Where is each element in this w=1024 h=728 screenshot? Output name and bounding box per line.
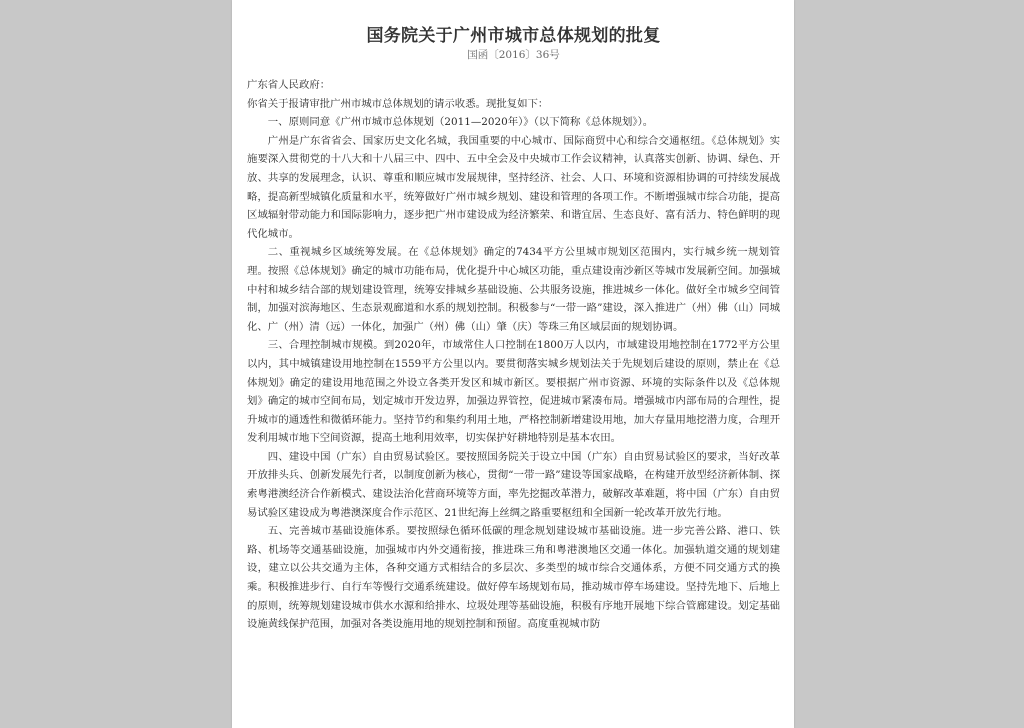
document-number: 国函〔2016〕36号 (467, 49, 560, 61)
paragraph-intro: 你省关于报请审批广州市城市总体规划的请示收悉。现批复如下： (247, 97, 549, 110)
document-title: 国务院关于广州市城市总体规划的批复 (366, 26, 661, 46)
paragraph: 一、原则同意《广州市城市总体规划（2011—2020年）》（以下简称《总体规划》）。 (267, 116, 654, 129)
salutation: 广东省人民政府： (247, 79, 331, 91)
paragraph: 广州是广东省省会、国家历史文化名城，我国重要的中心城市、国际商贸中心和综合交通枢纽。《总体规划》实施要深入贯彻党的十八大和十八届三中、四中、五中全会及中央城市工作会议精神，认真落实创新、协调、绿色、开放、共享的发展理念，认识、尊重和顺应城市发展规律，坚持经济、社会、人口、环境和资源相协调的可持续发展战略，提高新型城镇化质量和水平，统筹做好广州市城乡规划、建设和管理的各项工作。不断增强城市综合功能，提高区域辐射带动能力和国际影响力，逐步把广州市建设成为经济繁荣、和谐宜居、生态良好、富有活力、特色鲜明的现代化城市。 (247, 134, 780, 240)
document-body (247, 76, 780, 634)
paragraph: 三、合理控制城市规模。到2020年，市域常住人口控制在1800万人以内，市域建设用地控制在1772平方公里以内，其中城镇建设用地控制在1559平方公里以内。要贯彻落实城乡规划法关于先规划后建设的原则，禁止在《总体规划》确定的建设用地范围之外设立各类开发区和城市新区。要根据广州市资源、环境的实际条件以及《总体规划》确定的城市空间布局，划定城市开发边界，加强边界管控，促进城市紧凑布局。增强城市内部布局的合理性，提升城市的通透性和微循环能力。坚持节约和集约利用土地，严格控制新增建设用地，加大存量用地挖潜力度，合理开发利用城市地下空间资源，提高土地利用效率，切实保护好耕地特别是基本农田。 (247, 339, 780, 445)
paragraph: 四、建设中国（广东）自由贸易试验区。要按照国务院关于设立中国（广东）自由贸易试验区的要求，当好改革开放排头兵、创新发展先行者，以制度创新为核心，贯彻“一带一路”建设等国家战略，在构建开放型经济新体制、探索粤港澳经济合作新模式、建设法治化营商环境等方面，率先挖掘改革潜力，破解改革难题，将中国（广东）自由贸易试验区建设成为粤港澳深度合作示范区、21世纪海上丝绸之路重要枢纽和全国新一轮改革开放先行地。 (247, 450, 780, 519)
document-page (232, 0, 794, 728)
paragraph: 二、重视城乡区域统筹发展。在《总体规划》确定的7434平方公里城市规划区范围内，实行城乡统一规划管理。按照《总体规划》确定的城市功能布局，优化提升中心城区功能，重点建设南沙新区等城市发展新空间。加强城中村和城乡结合部的规划建设管理，统筹安排城乡基础设施、公共服务设施，推进城乡一体化。做好全市城乡空间管制，加强对滨海地区、生态景观廊道和水系的规划控制。积极参与“一带一路”建设，深入推进广（州）佛（山）同城化、广（州）清（远）一体化，加强广（州）佛（山）肇（庆）等珠三角区域层面的规划协调。 (247, 246, 780, 333)
paragraph: 五、完善城市基础设施体系。要按照绿色循环低碳的理念规划建设城市基础设施。进一步完善公路、港口、铁路、机场等交通基础设施，加强城市内外交通衔接，推进珠三角和粤港澳地区交通一体化。加强轨道交通的规划建设，建立以公共交通为主体，各种交通方式相结合的多层次、多类型的城市综合交通体系，方便不同交通方式的换乘。积极推进步行、自行车等慢行交通系统建设。做好停车场规划布局，推动城市停车场建设。坚持先地下、后地上的原则，统筹规划建设城市供水水源和给排水、垃圾处理等基础设施，积极有序地开展地下综合管廊建设。划定基础设施黄线保护范围，加强对各类设施用地的规划控制和预留。高度重视城市防 (247, 525, 780, 631)
